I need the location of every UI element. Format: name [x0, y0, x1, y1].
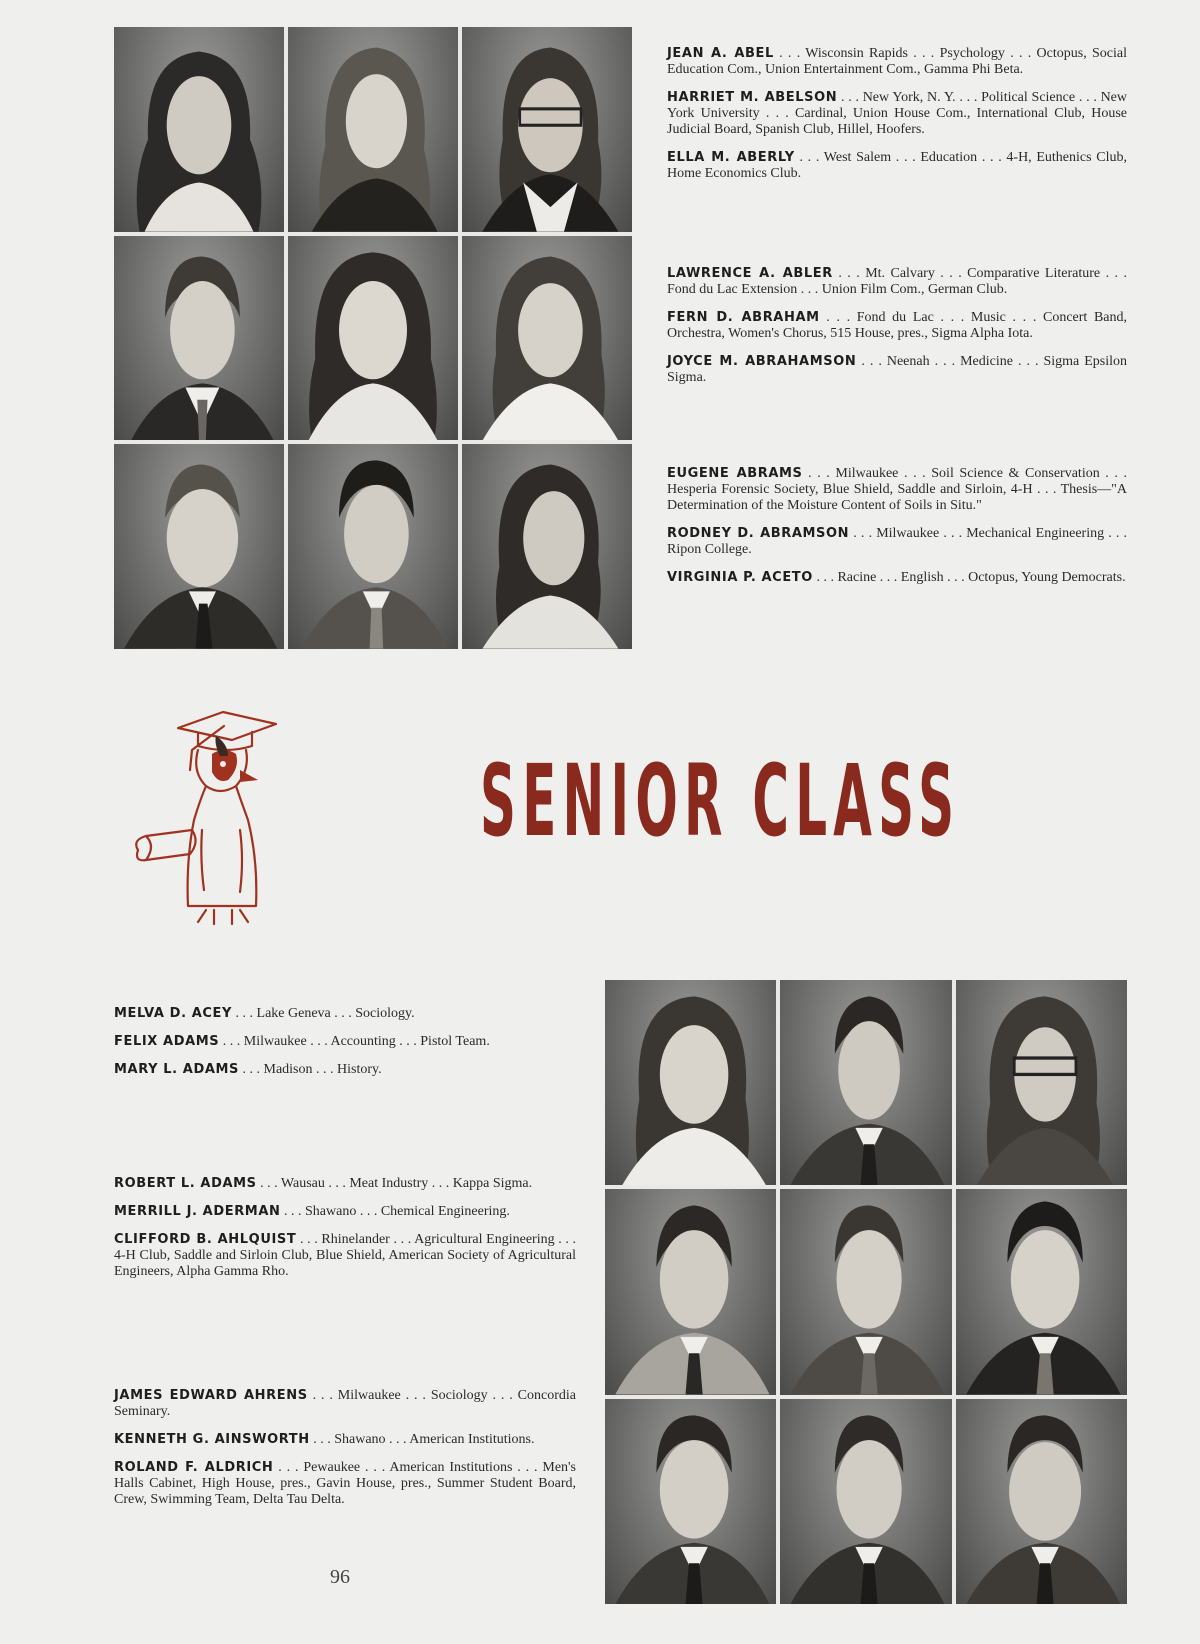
student-details: . . . Rhinelander . . . Agricultural Engineering . . . 4-H Club, Saddle and Sirloin Club, Blue Shield, American Society of Agricultural Engineers, Alpha Gamma Rho. — [114, 1232, 576, 1279]
student-name: HARRIET M. ABELSON — [667, 90, 838, 105]
top-portrait-grid — [114, 27, 632, 649]
student-details: . . . Lake Geneva . . . Sociology. — [232, 1006, 415, 1021]
portrait-photo — [956, 1399, 1127, 1604]
bio-entry — [114, 1062, 576, 1078]
student-name: EUGENE ABRAMS — [667, 466, 803, 481]
bio-entry — [114, 1176, 576, 1192]
section-title: SENIOR CLASS — [480, 745, 961, 860]
student-name: MELVA D. ACEY — [114, 1006, 233, 1021]
student-name: ROBERT L. ADAMS — [114, 1176, 257, 1191]
portrait-photo — [114, 27, 284, 232]
bio-entry — [114, 1460, 576, 1508]
student-name: MERRILL J. ADERMAN — [114, 1204, 281, 1219]
portrait-photo — [462, 444, 632, 649]
portrait-photo — [605, 1399, 776, 1604]
bottom-portrait-grid — [605, 980, 1127, 1604]
student-details: . . . Neenah . . . Medicine . . . Sigma Epsilon Sigma. — [667, 354, 1127, 385]
student-details: . . . Fond du Lac . . . Music . . . Concert Band, Orchestra, Women's Chorus, 515 House, pres., Sigma Alpha Iota. — [667, 310, 1127, 341]
portrait-photo — [956, 1189, 1127, 1394]
bio-entry — [114, 1006, 576, 1022]
portrait-photo — [605, 1189, 776, 1394]
bio-entry — [114, 1232, 576, 1280]
bio-group — [667, 266, 1127, 398]
bio-entry — [114, 1034, 576, 1050]
page-number: 96 — [330, 1566, 350, 1588]
portrait-photo — [114, 236, 284, 441]
student-details: . . . Pewaukee . . . American Institutions . . . Men's Halls Cabinet, High House, pres., Gavin House, pres., Summer Student Board, Crew, Swimming Team, Delta Tau Delta. — [114, 1460, 577, 1507]
student-details: . . . Wausau . . . Meat Industry . . . Kappa Sigma. — [256, 1176, 533, 1191]
student-details: . . . Milwaukee . . . Accounting . . . Pistol Team. — [219, 1034, 490, 1049]
student-name: JOYCE M. ABRAHAMSON — [667, 354, 857, 369]
student-name: RODNEY D. ABRAMSON — [667, 526, 850, 541]
page-heading — [480, 745, 1040, 865]
portrait-photo — [780, 980, 951, 1185]
bio-entry — [667, 266, 1127, 298]
bio-entry — [114, 1388, 576, 1420]
bio-group — [667, 46, 1127, 194]
bio-entry — [667, 526, 1127, 558]
student-details: . . . Shawano . . . Chemical Engineering. — [280, 1204, 510, 1219]
student-name: FELIX ADAMS — [114, 1034, 220, 1049]
bio-group — [114, 1388, 576, 1520]
portrait-photo — [956, 980, 1127, 1185]
student-name: JEAN A. ABEL — [667, 46, 774, 61]
student-details: . . . Milwaukee . . . Mechanical Engineering . . . Ripon College. — [667, 526, 1127, 557]
portrait-photo — [780, 1189, 951, 1394]
portrait-photo — [605, 980, 776, 1185]
bio-entry — [667, 354, 1127, 386]
bio-group — [114, 1006, 576, 1090]
bio-entry — [667, 46, 1127, 78]
student-name: VIRGINIA P. ACETO — [667, 570, 813, 585]
student-details: . . . Mt. Calvary . . . Comparative Literature . . . Fond du Lac Extension . . . Union Film Com., German Club. — [667, 266, 1127, 297]
bio-entry — [667, 466, 1127, 514]
bio-entry — [667, 150, 1127, 182]
student-details: . . . Milwaukee . . . Soil Science & Conservation . . . Hesperia Forensic Society, Blue Shield, Saddle and Sirloin, 4-H . . . Thesis—"A Determination of the Moisture Content of Soils in Situ." — [667, 466, 1127, 513]
student-name: LAWRENCE A. ABLER — [667, 266, 833, 281]
student-details: . . . West Salem . . . Education . . . 4-H, Euthenics Club, Home Economics Club. — [667, 150, 1127, 181]
portrait-photo — [780, 1399, 951, 1604]
student-details: . . . Wisconsin Rapids . . . Psychology . . . Octopus, Social Education Com., Union Entertainment Com., Gamma Phi Beta. — [667, 46, 1127, 77]
portrait-photo — [288, 236, 458, 441]
graduate-owl-mascot — [128, 710, 288, 930]
bio-group — [114, 1176, 576, 1292]
portrait-photo — [462, 236, 632, 441]
bio-entry — [114, 1432, 576, 1448]
portrait-photo — [462, 27, 632, 232]
bio-entry — [667, 90, 1127, 138]
bio-entry — [667, 570, 1127, 586]
student-details: . . . Milwaukee . . . Sociology . . . Concordia Seminary. — [114, 1388, 576, 1419]
student-name: ELLA M. ABERLY — [667, 150, 795, 165]
bio-entry — [114, 1204, 576, 1220]
portrait-photo — [288, 444, 458, 649]
student-name: KENNETH G. AINSWORTH — [114, 1432, 310, 1447]
student-name: FERN D. ABRAHAM — [667, 310, 820, 325]
student-name: JAMES EDWARD AHRENS — [114, 1388, 308, 1403]
portrait-photo — [288, 27, 458, 232]
bio-group — [667, 466, 1127, 598]
bio-entry — [667, 310, 1127, 342]
portrait-photo — [114, 444, 284, 649]
student-name: CLIFFORD B. AHLQUIST — [114, 1232, 297, 1247]
student-name: MARY L. ADAMS — [114, 1062, 239, 1077]
student-details: . . . Madison . . . History. — [239, 1062, 382, 1077]
student-details: . . . Racine . . . English . . . Octopus, Young Democrats. — [812, 570, 1126, 585]
student-details: . . . Shawano . . . American Institutions. — [309, 1432, 535, 1447]
student-name: ROLAND F. ALDRICH — [114, 1460, 274, 1475]
student-details: . . . New York, N. Y. . . . Political Science . . . New York University . . . Cardinal, Union House Com., International Club, House Judicial Board, Spanish Club, Hillel, Hoofers. — [667, 90, 1127, 137]
